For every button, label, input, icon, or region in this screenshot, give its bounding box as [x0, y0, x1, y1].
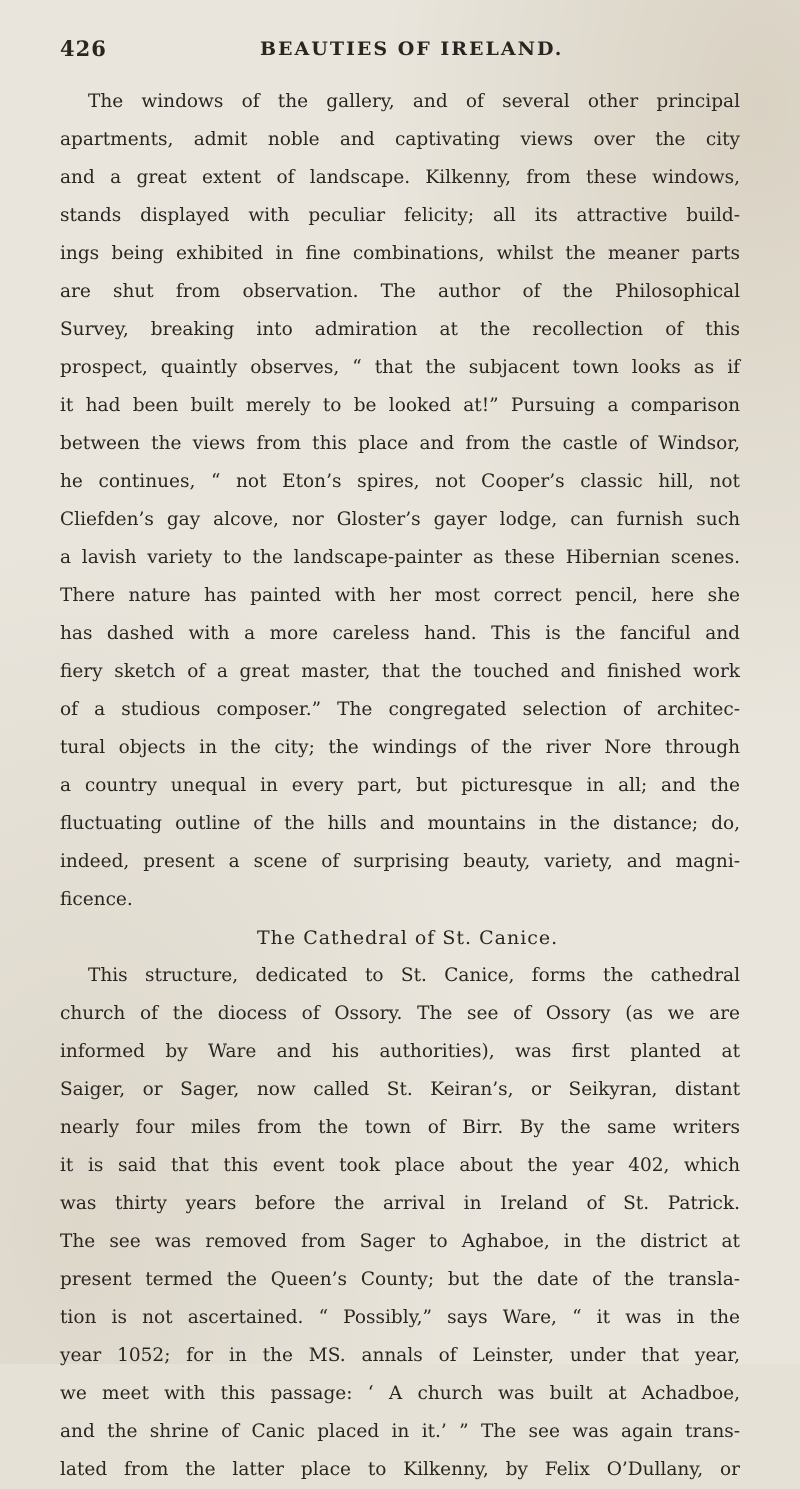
body-text — [60, 83, 740, 1489]
text-line: Cliefden’s gay alcove, nor Gloster’s gayer lodge, can furnish such — [60, 509, 740, 530]
text-line: prospect, quaintly observes, “ that the subjacent town looks as if — [60, 357, 740, 378]
text-line: fiery sketch of a great master, that the touched and finished work — [60, 661, 740, 682]
page-number: 426 — [60, 36, 107, 61]
text-line: nearly four miles from the town of Birr. By the same writers — [60, 1117, 740, 1138]
text-line: apartments, admit noble and captivating views over the city — [60, 129, 740, 150]
text-line: The windows of the gallery, and of several other principal — [88, 91, 740, 112]
text-line: was thirty years before the arrival in Ireland of St. Patrick. — [60, 1193, 740, 1214]
text-line: of a studious composer.” The congregated selection of architec- — [60, 699, 740, 720]
paragraph-gallery-views — [60, 83, 740, 919]
text-line: There nature has painted with her most correct pencil, here she — [60, 585, 740, 606]
text-line: and a great extent of landscape. Kilkenny, from these windows, — [60, 167, 740, 188]
text-line: a lavish variety to the landscape-painter as these Hibernian scenes. — [60, 547, 740, 568]
text-line: ficence. — [60, 889, 133, 910]
text-line: a country unequal in every part, but picturesque in all; and the — [60, 775, 740, 796]
text-line: ings being exhibited in fine combinations, whilst the meaner parts — [60, 243, 740, 264]
text-line: tural objects in the city; the windings of the river Nore through — [60, 737, 740, 758]
text-line: he continues, “ not Eton’s spires, not Cooper’s classic hill, not — [60, 471, 740, 492]
text-line: Saiger, or Sager, now called St. Keiran’s, or Seikyran, distant — [60, 1079, 740, 1100]
text-line: has dashed with a more careless hand. This is the fanciful and — [60, 623, 740, 644]
text-line: present termed the Queen’s County; but the date of the transla- — [60, 1269, 740, 1290]
text-line: are shut from observation. The author of the Philosophical — [60, 281, 740, 302]
text-line: church of the diocess of Ossory. The see of Ossory (as we are — [60, 1003, 740, 1024]
text-line: it is said that this event took place about the year 402, which — [60, 1155, 740, 1176]
text-line: informed by Ware and his authorities), was first planted at — [60, 1041, 740, 1062]
text-line: stands displayed with peculiar felicity; all its attractive build- — [60, 205, 740, 226]
text-line: The see was removed from Sager to Aghaboe, in the district at — [60, 1231, 740, 1252]
running-head: BEAUTIES OF IRELAND. — [260, 38, 564, 60]
text-line: between the views from this place and from the castle of Windsor, — [60, 433, 740, 454]
section-heading: The Cathedral of St. Canice. — [257, 927, 559, 949]
page-header — [60, 24, 760, 64]
text-line: lated from the latter place to Kilkenny, by Felix O’Dullany, or — [60, 1459, 740, 1480]
text-line: tion is not ascertained. “ Possibly,” says Ware, “ it was in the — [60, 1307, 740, 1328]
text-line: and the shrine of Canic placed in it.’ ” The see was again trans- — [60, 1421, 740, 1442]
text-line: fluctuating outline of the hills and mountains in the distance; do, — [60, 813, 740, 834]
text-line: Survey, breaking into admiration at the recollection of this — [60, 319, 740, 340]
text-line: This structure, dedicated to St. Canice, forms the cathedral — [88, 965, 740, 986]
paragraph-cathedral — [60, 957, 740, 1489]
text-line: indeed, present a scene of surprising beauty, variety, and magni- — [60, 851, 740, 872]
text-line: it had been built merely to be looked at!” Pursuing a comparison — [60, 395, 740, 416]
text-line: year 1052; for in the MS. annals of Leinster, under that year, — [60, 1345, 740, 1366]
text-line: we meet with this passage: ‘ A church was built at Achadboe, — [60, 1383, 740, 1404]
